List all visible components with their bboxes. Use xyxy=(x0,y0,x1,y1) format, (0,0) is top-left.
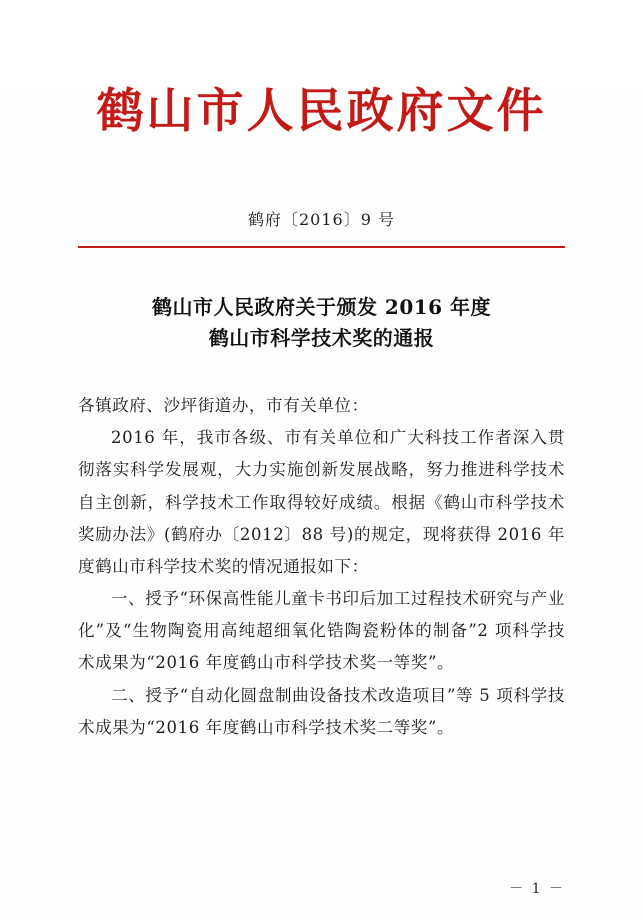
document-title-line-1: 鹤山市人民政府关于颁发 2016 年度 xyxy=(151,295,492,319)
page-number: － 1 － xyxy=(509,881,565,897)
document-page xyxy=(0,84,643,920)
salutation-paragraph: 各镇政府、沙坪街道办，市有关单位： xyxy=(78,396,369,415)
document-number: 鹤府〔2016〕9 号 xyxy=(248,210,395,229)
body-paragraph-3: 二、授予“自动化圆盘制曲设备技术改造项目”等 5 项科学技术成果为“2016 年度鹤山市科学技术奖二等奖”。 xyxy=(78,685,565,737)
red-separator-rule xyxy=(78,246,565,248)
body-paragraph-1: 2016 年，我市各级、市有关单位和广大科技工作者深入贯彻落实科学发展观，大力实施创新发展战略，努力推进科学技术自主创新，科学技术工作取得较好成绩。根据《鹤山市科学技术奖励办法》(鹤府办〔2012〕88 号)的规定，现将获得 2016 年度鹤山市科学技术奖的情况通报如下： xyxy=(78,428,565,576)
document-masthead: 鹤山市人民政府文件 xyxy=(96,84,547,139)
document-body xyxy=(78,390,565,744)
document-title-line-2: 鹤山市科学技术奖的通报 xyxy=(208,326,435,350)
document-title xyxy=(78,292,565,354)
body-paragraph-2: 一、授予“环保高性能儿童卡书印后加工过程技术研究与产业化”及“生物陶瓷用高纯超细氧化锆陶瓷粉体的制备”2 项科学技术成果为“2016 年度鹤山市科学技术奖一等奖”。 xyxy=(78,589,565,673)
